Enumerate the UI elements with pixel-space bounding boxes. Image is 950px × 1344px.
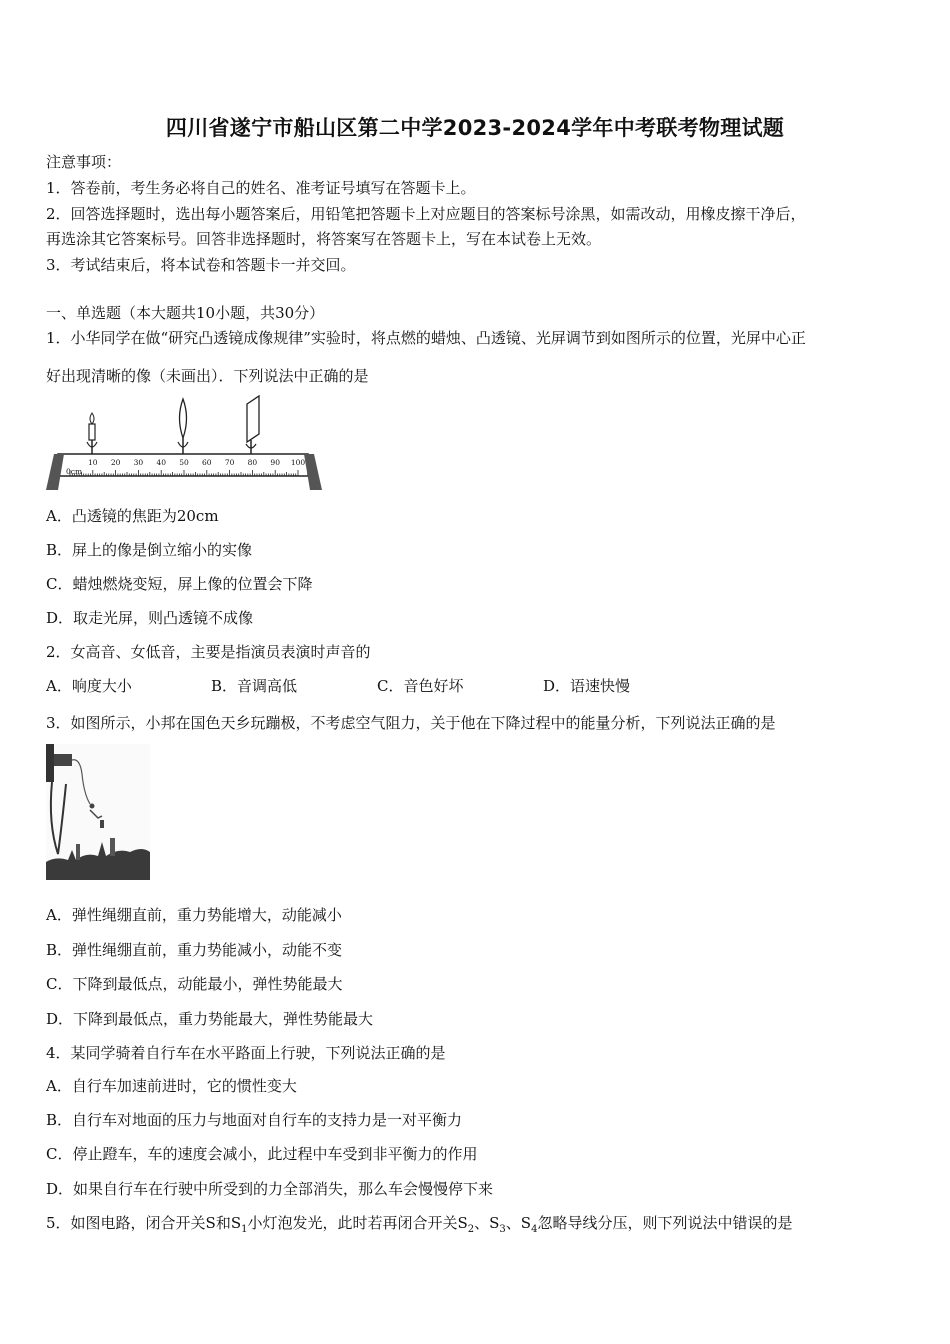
q4-option-c: C．停止蹬车，车的速度会减小，此过程中车受到非平衡力的作用 (46, 1145, 478, 1163)
q2-option-d: D．语速快慢 (543, 677, 631, 695)
q1-option-d: D．取走光屏，则凸透镜不成像 (46, 609, 254, 627)
q4-option-d: D．如果自行车在行驶中所受到的力全部消失，那么车会慢慢停下来 (46, 1180, 494, 1198)
q1-option-b: B．屏上的像是倒立缩小的实像 (46, 541, 253, 559)
optical-bench-figure (44, 394, 324, 492)
notice-heading: 注意事项： (46, 153, 122, 171)
ruler-label: 90 (270, 458, 280, 467)
q2-options (46, 676, 630, 696)
q3-option-a: A．弹性绳绷直前，重力势能增大，动能减小 (46, 906, 342, 924)
q1-option-c: C．蜡烛燃烧变短，屏上像的位置会下降 (46, 575, 313, 593)
notice-item-2: 2．回答选择题时，选出每小题答案后，用铅笔把答题卡上对应题目的答案标号涂黑，如需改动，用橡皮擦干净后， (46, 205, 806, 223)
q5-sub-2: 2 (467, 1224, 475, 1235)
ruler-label: 20 (110, 458, 121, 467)
q3-option-c: C．下降到最低点，动能最小，弹性势能最大 (46, 975, 343, 993)
q5-stem-part-c: 、S (474, 1214, 500, 1232)
q1-stem-line2: 好出现清晰的像（未画出）．下列说法中正确的是 (46, 367, 369, 385)
ruler-label: 60 (202, 458, 212, 467)
q3-option-d: D．下降到最低点，重力势能最大，弹性势能最大 (46, 1010, 374, 1028)
page-title: 四川省遂宁市船山区第二中学2023-2024学年中考联考物理试题 (165, 116, 785, 140)
ruler-label: 50 (179, 458, 189, 467)
q5-sub-3: 3 (499, 1224, 506, 1235)
q4-option-b: B．自行车对地面的压力与地面对自行车的支持力是一对平衡力 (46, 1111, 463, 1129)
q2-option-a: A．响度大小 (46, 677, 132, 695)
q1-stem-line1: 1．小华同学在做“研究凸透镜成像规律”实验时，将点燃的蜡烛、凸透镜、光屏调节到如图所示的位置，光屏中心正 (46, 329, 806, 347)
ruler-label: 30 (133, 458, 144, 467)
q4-stem: 4．某同学骑着自行车在水平路面上行驶，下列说法正确的是 (46, 1044, 446, 1062)
bungee-jump-photo (46, 744, 150, 880)
ruler-label: 70 (224, 458, 235, 467)
q5-stem-part-d: 、S (505, 1214, 532, 1232)
q3-option-b: B．弹性绳绷直前，重力势能减小，动能不变 (46, 941, 343, 959)
q4-option-a: A．自行车加速前进时，它的惯性变大 (46, 1077, 297, 1095)
light-screen-icon (246, 396, 259, 454)
q5-stem-part-e: 忽略导线分压，则下列说法中错误的是 (537, 1214, 793, 1232)
q1-option-a: A．凸透镜的焦距为20cm (46, 507, 219, 525)
q2-option-b: B．音调高低 (211, 677, 298, 695)
convex-lens-icon (178, 399, 188, 454)
ruler-label: 100 (290, 458, 306, 467)
candle-icon (87, 413, 97, 454)
q3-stem: 3．如图所示，小邦在国色天乡玩蹦极，不考虑空气阻力，关于他在下降过程中的能量分析，下列说法正确的是 (46, 714, 776, 732)
q5-stem (46, 1213, 792, 1240)
notice-item-2-cont: 再选涂其它答案标号。回答非选择题时，将答案写在答题卡上，写在本试卷上无效。 (46, 230, 602, 248)
q5-sub-4: 4 (531, 1224, 538, 1235)
ruler-label: 10 (88, 458, 98, 467)
q5-sub-1: 1 (241, 1224, 248, 1235)
notice-item-1: 1．答卷前，考生务必将自己的姓名、准考证号填写在答题卡上。 (46, 179, 476, 197)
ruler-label: 40 (156, 458, 166, 467)
q5-stem-part-a: 5．如图电路，闭合开关S和S (46, 1214, 242, 1232)
section-heading: 一、单选题（本大题共10小题，共30分） (46, 304, 325, 322)
ruler-label: 80 (247, 458, 258, 467)
notice-item-3: 3．考试结束后，将本试卷和答题卡一并交回。 (46, 256, 356, 274)
ruler-label: 0cm (66, 467, 83, 476)
q2-option-c: C．音色好坏 (377, 677, 464, 695)
q5-stem-part-b: 小灯泡发光，此时若再闭合开关S (247, 1214, 468, 1232)
q2-stem: 2．女高音、女低音，主要是指演员表演时声音的 (46, 643, 371, 661)
